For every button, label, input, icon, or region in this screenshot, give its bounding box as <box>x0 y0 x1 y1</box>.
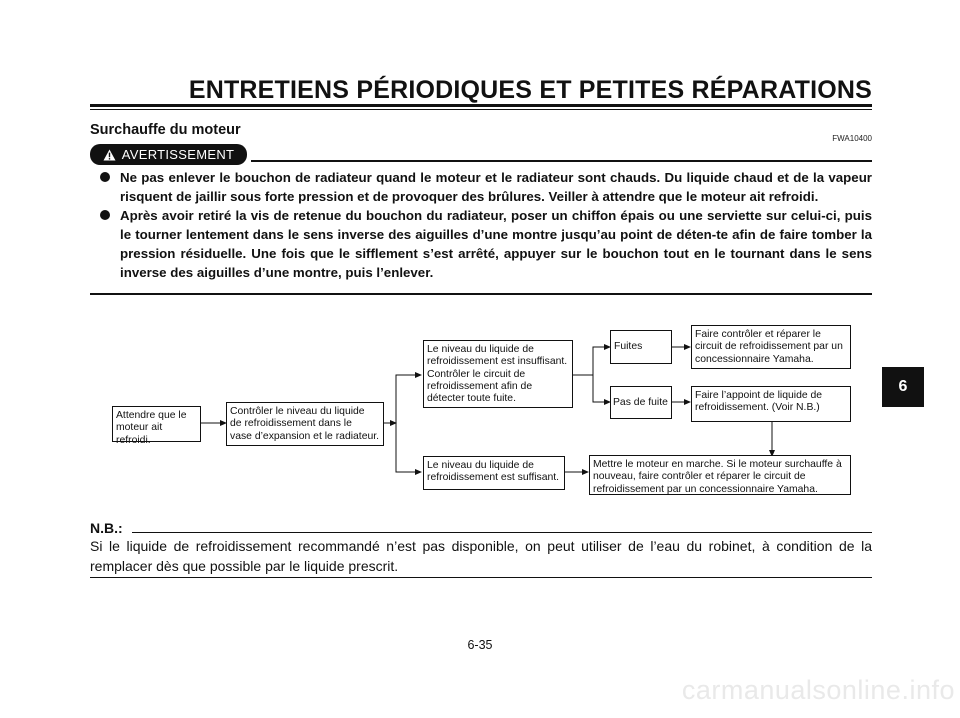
flow-box-line: Faire contrôler et réparer le <box>695 329 821 340</box>
warning-item <box>100 168 872 206</box>
flow-box-line: Le niveau du liquide de <box>427 460 534 471</box>
flow-box-line: Le niveau du liquide de <box>427 344 534 355</box>
reference-code: FWA10400 <box>832 134 872 143</box>
flow-box-level-ok <box>423 456 565 490</box>
flow-box-line: refroidissement est suffisant. <box>427 472 560 484</box>
flow-box-top-up <box>691 386 851 422</box>
flow-box-line: refroidissement par un concessionnaire Yamaha. <box>593 483 818 495</box>
flow-box-line: Fuites <box>614 341 643 352</box>
warning-item-text: Ne pas enlever le bouchon de radiateur quand le moteur et le radiateur sont chauds. Du liquide chaud et de la vapeur risquent de jaillir sous forte pression et de provoquer des brûlures. Veiller à attendre que le moteur ait refroidi. <box>120 170 872 204</box>
warning-item-text: Après avoir retiré la vis de retenue du bouchon du radiateur, poser un chiffon épais ou une serviette sur celui-ci, puis le tourner lentement dans le sens inverse des aiguilles d’une montre jusqu’au point de déten-te afin de faire tomber la pression résiduelle. Une fois que le sifflement s’est arrêté, appuyer sur le bouchon tout en le tournant dans le sens inverse des aiguilles d’une montre, puis l’enlever. <box>120 208 872 280</box>
flow-box-line: nouveau, faire contrôler et réparer le circuit de <box>593 471 806 483</box>
flow-box-line: refroidissement afin de <box>427 380 533 392</box>
flow-box-line: concessionnaire Yamaha. <box>695 353 814 365</box>
page-number: 6-35 <box>467 638 493 652</box>
chapter-tab: 6 <box>882 367 924 407</box>
warning-item <box>100 206 872 282</box>
flow-box-wait-cooldown <box>112 406 201 446</box>
warning-triangle-icon <box>103 149 116 161</box>
flow-box-line: refroidissement. (Voir N.B.) <box>695 402 820 414</box>
warning-bottom-rule <box>90 293 872 295</box>
flow-box-line: circuit de refroidissement par un <box>695 341 843 353</box>
flow-box-line: vase d’expansion et le radiateur. <box>230 430 380 442</box>
flow-box-line: Mettre le moteur en marche. Si le moteur surchauffe à <box>593 459 842 470</box>
flow-box-line: de refroidissement dans le <box>230 418 352 430</box>
flow-box-check-level <box>226 402 384 446</box>
warning-badge <box>90 144 247 165</box>
flow-box-line: Attendre que le <box>116 410 187 421</box>
warning-list <box>100 168 872 282</box>
section-title: Surchauffe du moteur <box>90 122 241 138</box>
flow-box-leaks <box>610 330 672 364</box>
flow-box-line: moteur ait refroidi. <box>116 422 163 446</box>
watermark: carmanualsonline.info <box>681 675 955 705</box>
note-label: N.B.: <box>90 520 123 536</box>
bullet-icon <box>100 172 110 182</box>
warning-rule <box>251 160 872 162</box>
note-bottom-rule <box>90 577 872 578</box>
flow-box-line: Contrôler le niveau du liquide <box>230 406 365 417</box>
note-text: Si le liquide de refroidissement recommandé n’est pas disponible, on peut utiliser de l’eau du robinet, à condition de la remplacer dès que possible par le liquide prescrit. <box>90 538 872 574</box>
flow-box-line: Faire l’appoint de liquide de <box>695 390 823 401</box>
flow-box-level-low <box>423 340 573 408</box>
flow-box-repair-dealer <box>691 325 851 369</box>
flow-box-line: refroidissement est insuffisant. <box>427 356 568 368</box>
flow-box-line: détecter toute fuite. <box>427 393 516 405</box>
flow-box-line: Pas de fuite <box>613 397 668 408</box>
note-rule <box>132 532 872 533</box>
page-header-title: ENTRETIENS PÉRIODIQUES ET PETITES RÉPARATIONS <box>188 76 872 104</box>
bullet-icon <box>100 210 110 220</box>
flow-box-restart-engine <box>589 455 851 495</box>
header-rule <box>90 104 872 107</box>
warning-badge-label: AVERTISSEMENT <box>121 147 235 162</box>
flow-box-line: Contrôler le circuit de <box>427 368 526 380</box>
header-rule-thin <box>90 109 872 110</box>
flow-box-no-leak <box>610 386 672 419</box>
